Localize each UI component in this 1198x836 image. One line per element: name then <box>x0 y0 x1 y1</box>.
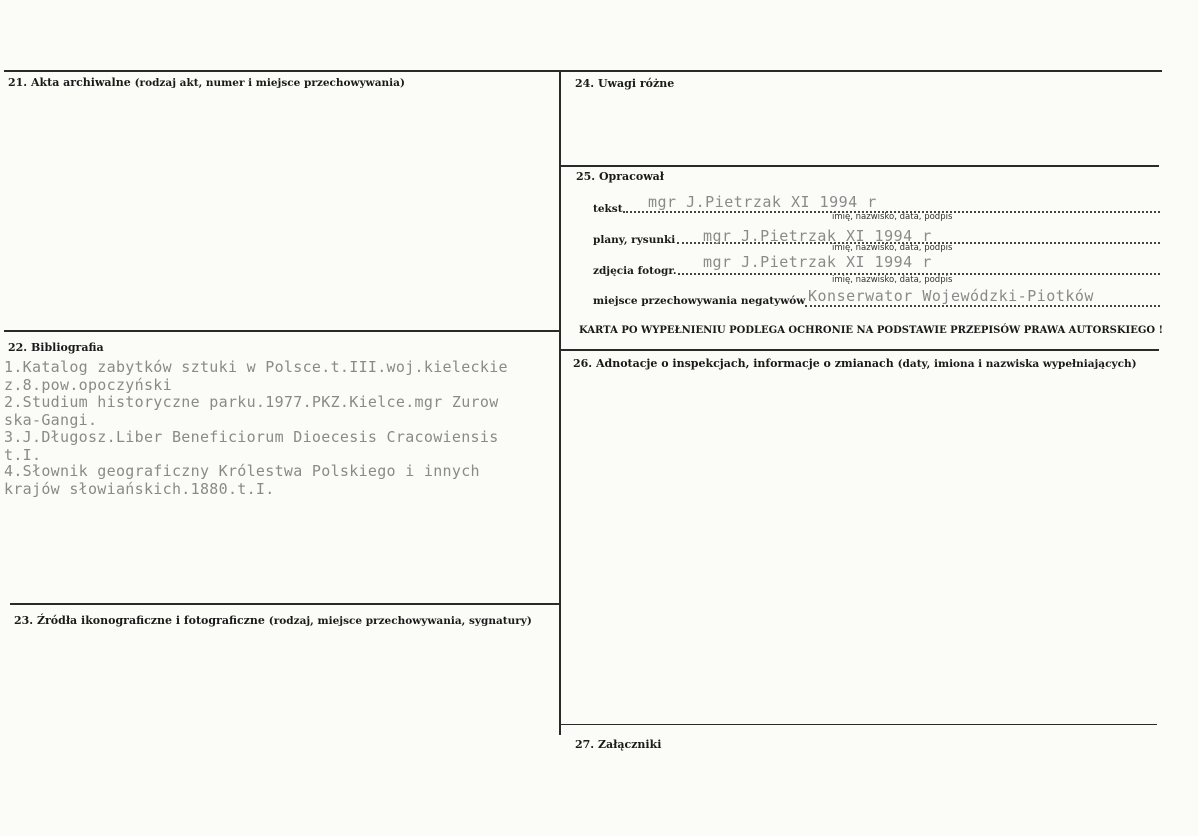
section-25-label: 25. Opracował <box>576 170 665 183</box>
divider-22-23 <box>10 603 560 605</box>
top-border-line <box>4 70 1162 72</box>
zdjecia-label: zdjęcia fotogr. <box>593 265 677 277</box>
section-22-label: 22. Bibliografia <box>8 341 104 354</box>
negatywy-dotted-line <box>805 305 1160 307</box>
tekst-value: mgr J.Pietrzak XI 1994 r <box>648 193 877 211</box>
zdjecia-hint: imię, nazwisko, data, podpis <box>832 275 953 285</box>
tekst-hint: imię, nazwisko, data, podpis <box>832 212 953 222</box>
bibliography-line: 4.Słownik geograficzny Królestwa Polskiego i innych <box>4 462 480 480</box>
bibliography-line: krajów słowiańskich.1880.t.I. <box>4 480 275 498</box>
section-26-label: 26. Adnotacje o inspekcjach, informacje o zmianach (daty, imiona i nazwiska wypełniających) <box>573 357 1137 370</box>
copyright-notice: KARTA PO WYPEŁNIENIU PODLEGA OCHRONIE NA PODSTAWIE PRZEPISÓW PRAWA AUTORSKIEGO ! <box>579 325 1163 336</box>
plany-hint: imię, nazwisko, data, podpis <box>832 243 953 253</box>
tekst-label: tekst <box>593 203 623 215</box>
negatywy-label: miejsce przechowywania negatywów <box>593 295 806 307</box>
center-divider-line <box>559 70 561 735</box>
divider-24-25 <box>561 165 1159 167</box>
divider-21-22 <box>4 330 560 332</box>
bibliography-line: t.I. <box>4 446 42 464</box>
plany-label: plany, rysunki <box>593 234 676 246</box>
section-23-label: 23. Źródła ikonograficzne i fotograficzne (rodzaj, miejsce przechowywania, sygnatury) <box>14 614 532 627</box>
negatywy-value: Konserwator Wojewódzki-Piotków <box>808 287 1094 305</box>
section-21-label: 21. Akta archiwalne (rodzaj akt, numer i miejsce przechowywania) <box>8 76 405 89</box>
divider-26-27 <box>559 724 1157 725</box>
bibliography-line: ska-Gangi. <box>4 411 98 429</box>
plany-value: mgr J.Pietrzak XI 1994 r <box>703 227 932 245</box>
bibliography-line: z.8.pow.opoczyński <box>4 376 172 394</box>
section-24-label: 24. Uwagi różne <box>575 77 675 90</box>
bibliography-line: 2.Studium historyczne parku.1977.PKZ.Kielce.mgr Zurow <box>4 393 499 411</box>
divider-25-26 <box>561 349 1159 351</box>
section-27-label: 27. Załączniki <box>575 738 662 751</box>
bibliography-line: 3.J.Długosz.Liber Beneficiorum Dioecesis Cracowiensis <box>4 428 499 446</box>
zdjecia-value: mgr J.Pietrzak XI 1994 r <box>703 253 932 271</box>
bibliography-line: 1.Katalog zabytków sztuki w Polsce.t.III.woj.kieleckie <box>4 358 508 376</box>
